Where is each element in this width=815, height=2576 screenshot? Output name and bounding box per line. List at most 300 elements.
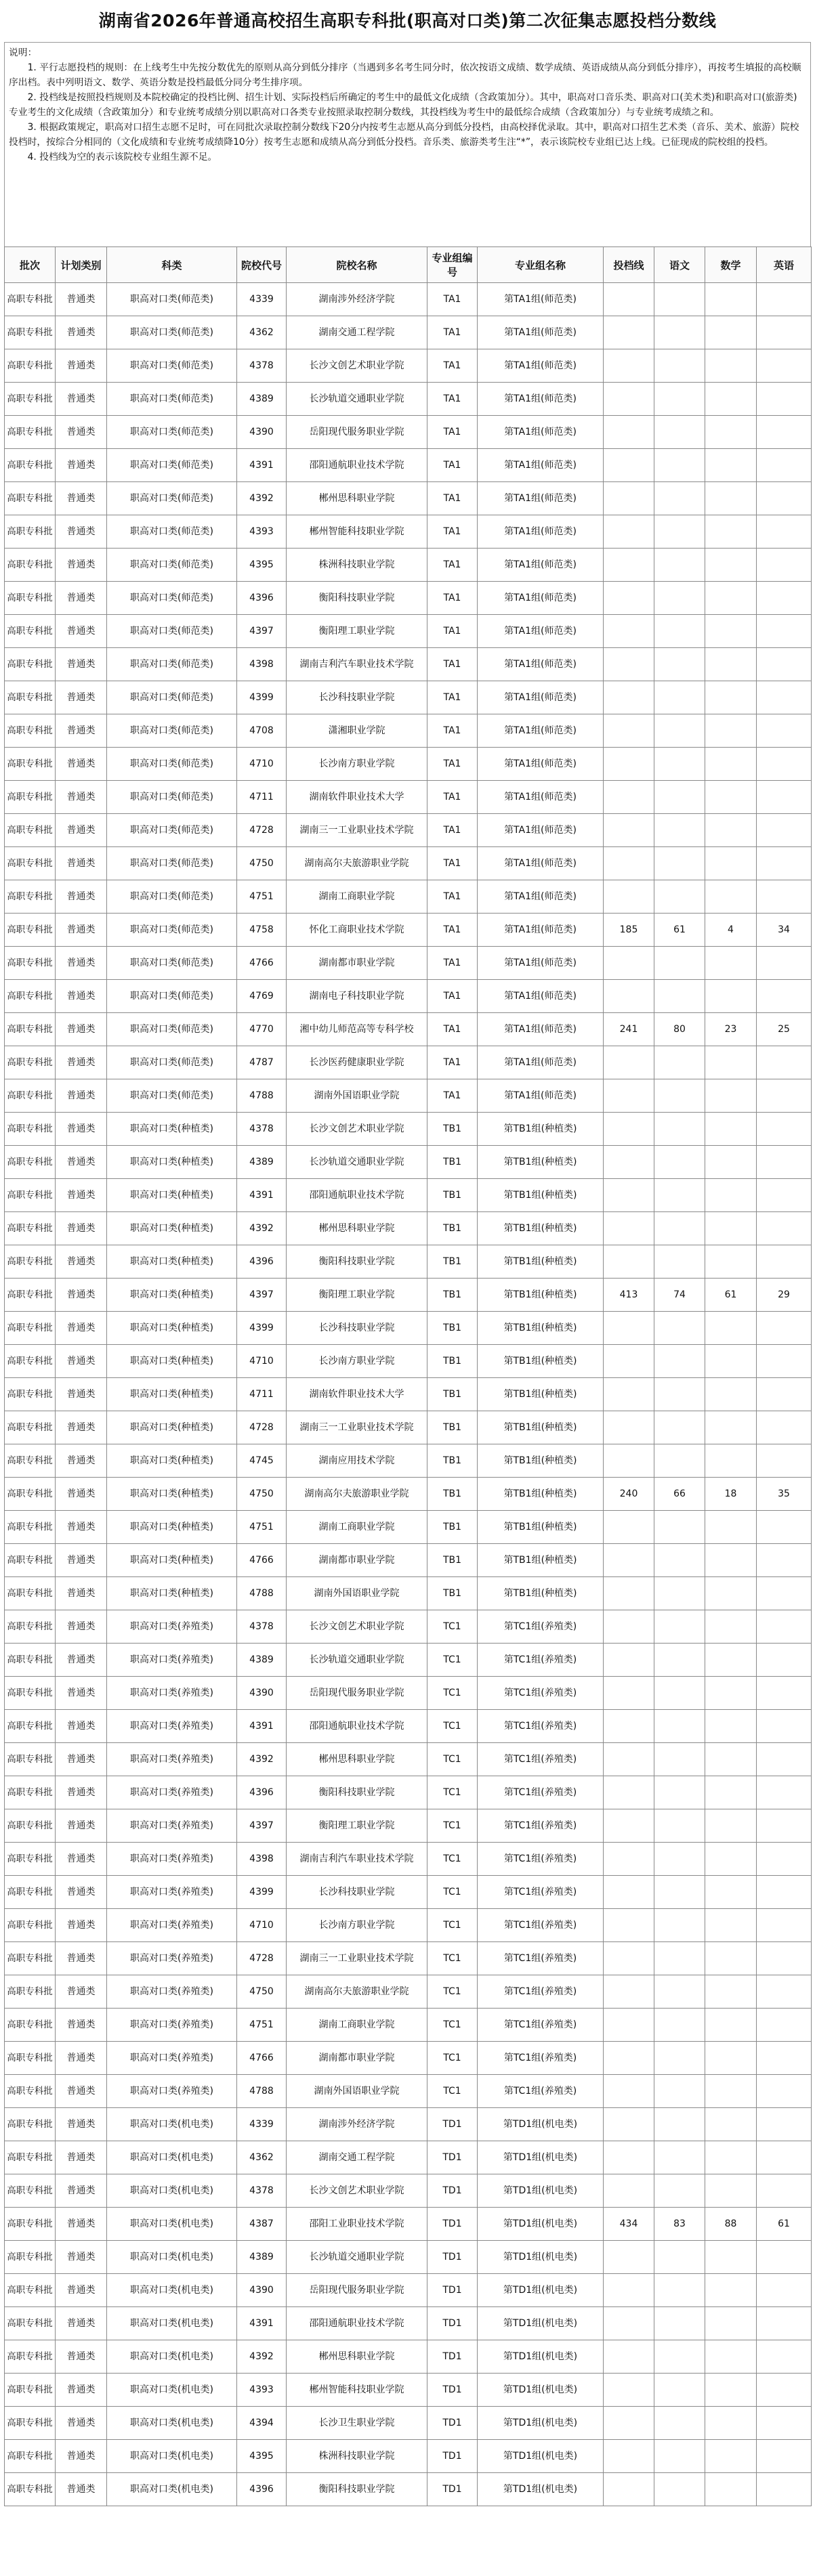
math-score-cell	[705, 1843, 757, 1876]
math-score-cell	[705, 1743, 757, 1776]
table-row	[5, 2141, 812, 2174]
batch-cell: 高职专科批	[5, 349, 56, 383]
plan-type-cell: 普通类	[56, 2141, 107, 2174]
math-score-cell	[705, 2274, 757, 2307]
table-header-row	[5, 247, 812, 283]
group-name-cell: 第TC1组(养殖类)	[478, 1776, 604, 1809]
batch-cell: 高职专科批	[5, 383, 56, 416]
chinese-score-cell: 74	[654, 1279, 705, 1312]
chinese-score-cell	[654, 714, 705, 748]
chinese-score-cell	[654, 1876, 705, 1909]
school-name-cell: 长沙南方职业学院	[287, 748, 427, 781]
math-score-cell	[705, 283, 757, 316]
math-score-cell	[705, 714, 757, 748]
group-name-cell: 第TA1组(师范类)	[478, 582, 604, 615]
plan-type-cell: 普通类	[56, 1511, 107, 1544]
plan-type-cell: 普通类	[56, 1079, 107, 1113]
school-code-cell: 4389	[237, 383, 287, 416]
table-row	[5, 283, 812, 316]
school-name-cell: 郴州思科职业学院	[287, 1743, 427, 1776]
plan-type-cell: 普通类	[56, 2340, 107, 2374]
group-name-cell: 第TB1组(种植类)	[478, 1146, 604, 1179]
math-score-cell	[705, 748, 757, 781]
cutoff-score-cell	[604, 615, 654, 648]
subject-cell: 职高对口类(师范类)	[107, 582, 237, 615]
subject-cell: 职高对口类(养殖类)	[107, 1610, 237, 1644]
group-code-cell: TD1	[427, 2241, 478, 2274]
chinese-score-cell: 66	[654, 1478, 705, 1511]
school-code-cell: 4389	[237, 1146, 287, 1179]
english-score-cell	[757, 2009, 812, 2042]
subject-cell: 职高对口类(师范类)	[107, 914, 237, 947]
school-code-cell: 4750	[237, 1975, 287, 2009]
table-row	[5, 1975, 812, 2009]
math-score-cell	[705, 847, 757, 880]
plan-type-cell: 普通类	[56, 515, 107, 549]
english-score-cell	[757, 847, 812, 880]
batch-cell: 高职专科批	[5, 980, 56, 1013]
table-row	[5, 914, 812, 947]
chinese-score-cell	[654, 383, 705, 416]
table-row	[5, 2174, 812, 2208]
math-score-cell: 18	[705, 1478, 757, 1511]
chinese-score-cell	[654, 1843, 705, 1876]
school-code-cell: 4339	[237, 283, 287, 316]
math-score-cell	[705, 1776, 757, 1809]
math-score-cell	[705, 1113, 757, 1146]
plan-type-cell: 普通类	[56, 781, 107, 814]
batch-cell: 高职专科批	[5, 847, 56, 880]
batch-cell: 高职专科批	[5, 2174, 56, 2208]
chinese-score-cell: 83	[654, 2208, 705, 2241]
group-name-cell: 第TA1组(师范类)	[478, 482, 604, 515]
school-name-cell: 湖南交通工程学院	[287, 316, 427, 349]
chinese-score-cell	[654, 947, 705, 980]
chinese-score-cell	[654, 2174, 705, 2208]
subject-cell: 职高对口类(机电类)	[107, 2274, 237, 2307]
group-code-cell: TA1	[427, 383, 478, 416]
school-name-cell: 湖南三一工业职业技术学院	[287, 1411, 427, 1444]
cutoff-score-cell	[604, 748, 654, 781]
plan-type-cell: 普通类	[56, 1975, 107, 2009]
subject-cell: 职高对口类(师范类)	[107, 1079, 237, 1113]
english-score-cell	[757, 1809, 812, 1843]
group-name-cell: 第TD1组(机电类)	[478, 2307, 604, 2340]
table-row	[5, 980, 812, 1013]
cutoff-score-cell	[604, 2340, 654, 2374]
batch-cell: 高职专科批	[5, 515, 56, 549]
cutoff-score-cell	[604, 1113, 654, 1146]
group-code-cell: TB1	[427, 1113, 478, 1146]
plan-type-cell: 普通类	[56, 2274, 107, 2307]
group-code-cell: TA1	[427, 748, 478, 781]
math-score-cell	[705, 1411, 757, 1444]
english-score-cell	[757, 748, 812, 781]
subject-cell: 职高对口类(种植类)	[107, 1444, 237, 1478]
batch-cell: 高职专科批	[5, 2108, 56, 2141]
subject-cell: 职高对口类(机电类)	[107, 2473, 237, 2506]
plan-type-cell: 普通类	[56, 947, 107, 980]
english-score-cell	[757, 2473, 812, 2506]
group-name-cell: 第TA1组(师范类)	[478, 681, 604, 714]
school-name-cell: 湘中幼儿师范高等专科学校	[287, 1013, 427, 1046]
school-code-cell: 4399	[237, 1876, 287, 1909]
chinese-score-cell	[654, 1113, 705, 1146]
batch-cell: 高职专科批	[5, 1013, 56, 1046]
subject-cell: 职高对口类(机电类)	[107, 2340, 237, 2374]
school-name-cell: 湖南高尔夫旅游职业学院	[287, 1478, 427, 1511]
batch-cell: 高职专科批	[5, 914, 56, 947]
school-name-cell: 湖南都市职业学院	[287, 2042, 427, 2075]
school-code-cell: 4396	[237, 1245, 287, 1279]
plan-type-cell: 普通类	[56, 1113, 107, 1146]
english-score-cell	[757, 449, 812, 482]
plan-type-cell: 普通类	[56, 283, 107, 316]
english-score-cell	[757, 1113, 812, 1146]
school-code-cell: 4711	[237, 781, 287, 814]
school-code-cell: 4751	[237, 880, 287, 914]
school-name-cell: 邵阳通航职业技术学院	[287, 1179, 427, 1212]
header-cell: 院校代号	[237, 247, 287, 283]
plan-type-cell: 普通类	[56, 1843, 107, 1876]
chinese-score-cell	[654, 781, 705, 814]
table-row	[5, 1079, 812, 1113]
chinese-score-cell	[654, 1577, 705, 1610]
cutoff-score-cell	[604, 2274, 654, 2307]
group-code-cell: TA1	[427, 349, 478, 383]
table-row	[5, 515, 812, 549]
chinese-score-cell	[654, 648, 705, 681]
group-code-cell: TA1	[427, 781, 478, 814]
english-score-cell	[757, 2141, 812, 2174]
table-row	[5, 1909, 812, 1942]
math-score-cell	[705, 2042, 757, 2075]
group-code-cell: TD1	[427, 2473, 478, 2506]
table-row	[5, 781, 812, 814]
subject-cell: 职高对口类(机电类)	[107, 2440, 237, 2473]
cutoff-score-cell	[604, 1610, 654, 1644]
batch-cell: 高职专科批	[5, 1146, 56, 1179]
cutoff-score-cell	[604, 1212, 654, 1245]
cutoff-score-cell	[604, 1644, 654, 1677]
chinese-score-cell	[654, 482, 705, 515]
english-score-cell	[757, 1743, 812, 1776]
header-cell: 科类	[107, 247, 237, 283]
english-score-cell	[757, 1312, 812, 1345]
cutoff-score-cell	[604, 1776, 654, 1809]
group-name-cell: 第TC1组(养殖类)	[478, 1909, 604, 1942]
math-score-cell	[705, 880, 757, 914]
school-name-cell: 湖南交通工程学院	[287, 2141, 427, 2174]
group-name-cell: 第TB1组(种植类)	[478, 1245, 604, 1279]
math-score-cell: 88	[705, 2208, 757, 2241]
group-code-cell: TA1	[427, 416, 478, 449]
english-score-cell	[757, 2407, 812, 2440]
group-name-cell: 第TA1组(师范类)	[478, 781, 604, 814]
math-score-cell	[705, 814, 757, 847]
cutoff-score-cell: 413	[604, 1279, 654, 1312]
cutoff-score-cell	[604, 2241, 654, 2274]
chinese-score-cell	[654, 2241, 705, 2274]
cutoff-score-cell	[604, 283, 654, 316]
table-row	[5, 2108, 812, 2141]
chinese-score-cell	[654, 1411, 705, 1444]
group-name-cell: 第TA1组(师范类)	[478, 1079, 604, 1113]
subject-cell: 职高对口类(种植类)	[107, 1378, 237, 1411]
batch-cell: 高职专科批	[5, 2274, 56, 2307]
plan-type-cell: 普通类	[56, 2473, 107, 2506]
math-score-cell	[705, 615, 757, 648]
group-name-cell: 第TA1组(师范类)	[478, 383, 604, 416]
group-name-cell: 第TA1组(师范类)	[478, 914, 604, 947]
group-code-cell: TB1	[427, 1378, 478, 1411]
chinese-score-cell: 61	[654, 914, 705, 947]
batch-cell: 高职专科批	[5, 1776, 56, 1809]
batch-cell: 高职专科批	[5, 582, 56, 615]
school-name-cell: 衡阳科技职业学院	[287, 1776, 427, 1809]
math-score-cell	[705, 2307, 757, 2340]
subject-cell: 职高对口类(种植类)	[107, 1179, 237, 1212]
plan-type-cell: 普通类	[56, 2042, 107, 2075]
batch-cell: 高职专科批	[5, 2307, 56, 2340]
plan-type-cell: 普通类	[56, 1710, 107, 1743]
batch-cell: 高职专科批	[5, 1411, 56, 1444]
chinese-score-cell	[654, 316, 705, 349]
school-code-cell: 4396	[237, 582, 287, 615]
plan-type-cell: 普通类	[56, 615, 107, 648]
school-name-cell: 邵阳通航职业技术学院	[287, 2307, 427, 2340]
english-score-cell	[757, 2440, 812, 2473]
subject-cell: 职高对口类(师范类)	[107, 980, 237, 1013]
group-code-cell: TD1	[427, 2208, 478, 2241]
english-score-cell	[757, 416, 812, 449]
chinese-score-cell	[654, 515, 705, 549]
school-name-cell: 衡阳科技职业学院	[287, 2473, 427, 2506]
group-name-cell: 第TC1组(养殖类)	[478, 2042, 604, 2075]
table-row	[5, 648, 812, 681]
table-row	[5, 1511, 812, 1544]
math-score-cell	[705, 1577, 757, 1610]
group-code-cell: TD1	[427, 2407, 478, 2440]
batch-cell: 高职专科批	[5, 1743, 56, 1776]
school-name-cell: 郴州思科职业学院	[287, 1212, 427, 1245]
plan-type-cell: 普通类	[56, 1146, 107, 1179]
table-row	[5, 1776, 812, 1809]
batch-cell: 高职专科批	[5, 2042, 56, 2075]
batch-cell: 高职专科批	[5, 2208, 56, 2241]
chinese-score-cell	[654, 615, 705, 648]
subject-cell: 职高对口类(师范类)	[107, 748, 237, 781]
school-name-cell: 湖南吉利汽车职业技术学院	[287, 648, 427, 681]
math-score-cell	[705, 2407, 757, 2440]
plan-type-cell: 普通类	[56, 582, 107, 615]
group-name-cell: 第TA1组(师范类)	[478, 349, 604, 383]
school-code-cell: 4750	[237, 1478, 287, 1511]
subject-cell: 职高对口类(种植类)	[107, 1544, 237, 1577]
plan-type-cell: 普通类	[56, 1179, 107, 1212]
cutoff-score-cell	[604, 1843, 654, 1876]
plan-type-cell: 普通类	[56, 1212, 107, 1245]
group-name-cell: 第TD1组(机电类)	[478, 2208, 604, 2241]
batch-cell: 高职专科批	[5, 1544, 56, 1577]
plan-type-cell: 普通类	[56, 1610, 107, 1644]
school-name-cell: 长沙文创艺术职业学院	[287, 2174, 427, 2208]
group-name-cell: 第TA1组(师范类)	[478, 1013, 604, 1046]
math-score-cell	[705, 781, 757, 814]
school-name-cell: 郴州智能科技职业学院	[287, 2374, 427, 2407]
batch-cell: 高职专科批	[5, 781, 56, 814]
chinese-score-cell	[654, 2075, 705, 2108]
school-name-cell: 株洲科技职业学院	[287, 549, 427, 582]
table-row	[5, 1478, 812, 1511]
school-name-cell: 湖南三一工业职业技术学院	[287, 814, 427, 847]
english-score-cell	[757, 781, 812, 814]
group-name-cell: 第TA1组(师范类)	[478, 648, 604, 681]
school-code-cell: 4710	[237, 1909, 287, 1942]
school-name-cell: 湖南工商职业学院	[287, 2009, 427, 2042]
group-name-cell: 第TD1组(机电类)	[478, 2440, 604, 2473]
math-score-cell	[705, 1345, 757, 1378]
subject-cell: 职高对口类(师范类)	[107, 283, 237, 316]
school-name-cell: 湖南涉外经济学院	[287, 2108, 427, 2141]
table-row	[5, 1809, 812, 1843]
note-item: 2. 投档线是按照投档规则及本院校确定的投档比例、招生计划、实际投档后所确定的考生中的最低文化成绩（含政策加分）。其中，职高对口音乐类、职高对口(美术类)和职高对口(旅游类)专业考生的文化成绩（含政策加分）和专业统考成绩分别以职高对口各类专业按照录取控制分数线，其投档线为考生中的最低综合成绩（含政策加分）与专业统考成绩之和。	[9, 92, 797, 118]
plan-type-cell: 普通类	[56, 2075, 107, 2108]
chinese-score-cell	[654, 1809, 705, 1843]
school-code-cell: 4390	[237, 416, 287, 449]
batch-cell: 高职专科批	[5, 482, 56, 515]
plan-type-cell: 普通类	[56, 316, 107, 349]
school-name-cell: 长沙科技职业学院	[287, 1876, 427, 1909]
header-cell: 投档线	[604, 247, 654, 283]
math-score-cell	[705, 2374, 757, 2407]
group-name-cell: 第TC1组(养殖类)	[478, 2075, 604, 2108]
batch-cell: 高职专科批	[5, 615, 56, 648]
group-code-cell: TD1	[427, 2307, 478, 2340]
cutoff-score-cell	[604, 1743, 654, 1776]
chinese-score-cell	[654, 2274, 705, 2307]
table-row	[5, 2009, 812, 2042]
school-name-cell: 衡阳科技职业学院	[287, 582, 427, 615]
plan-type-cell: 普通类	[56, 681, 107, 714]
english-score-cell: 25	[757, 1013, 812, 1046]
chinese-score-cell	[654, 2009, 705, 2042]
subject-cell: 职高对口类(机电类)	[107, 2374, 237, 2407]
table-row	[5, 615, 812, 648]
subject-cell: 职高对口类(师范类)	[107, 615, 237, 648]
batch-cell: 高职专科批	[5, 2241, 56, 2274]
english-score-cell	[757, 947, 812, 980]
english-score-cell	[757, 2307, 812, 2340]
plan-type-cell: 普通类	[56, 482, 107, 515]
math-score-cell	[705, 2241, 757, 2274]
subject-cell: 职高对口类(师范类)	[107, 681, 237, 714]
school-code-cell: 4751	[237, 2009, 287, 2042]
subject-cell: 职高对口类(师范类)	[107, 714, 237, 748]
cutoff-score-cell	[604, 2108, 654, 2141]
group-code-cell: TA1	[427, 1013, 478, 1046]
math-score-cell	[705, 1809, 757, 1843]
cutoff-score-cell	[604, 1876, 654, 1909]
english-score-cell	[757, 1345, 812, 1378]
group-name-cell: 第TA1组(师范类)	[478, 416, 604, 449]
group-code-cell: TD1	[427, 2340, 478, 2374]
cutoff-score-cell	[604, 1809, 654, 1843]
group-code-cell: TA1	[427, 549, 478, 582]
cutoff-score-cell	[604, 1179, 654, 1212]
school-code-cell: 4391	[237, 1710, 287, 1743]
table-row	[5, 1345, 812, 1378]
school-name-cell: 衡阳科技职业学院	[287, 1245, 427, 1279]
group-name-cell: 第TC1组(养殖类)	[478, 1677, 604, 1710]
cutoff-score-cell	[604, 2174, 654, 2208]
table-row	[5, 847, 812, 880]
school-code-cell: 4766	[237, 1544, 287, 1577]
batch-cell: 高职专科批	[5, 1245, 56, 1279]
school-name-cell: 长沙科技职业学院	[287, 1312, 427, 1345]
batch-cell: 高职专科批	[5, 1478, 56, 1511]
school-code-cell: 4745	[237, 1444, 287, 1478]
school-name-cell: 邵阳工业职业技术学院	[287, 2208, 427, 2241]
subject-cell: 职高对口类(种植类)	[107, 1312, 237, 1345]
table-row	[5, 1544, 812, 1577]
table-row	[5, 1013, 812, 1046]
cutoff-score-cell	[604, 648, 654, 681]
group-code-cell: TA1	[427, 283, 478, 316]
cutoff-score-cell	[604, 1046, 654, 1079]
batch-cell: 高职专科批	[5, 748, 56, 781]
group-code-cell: TA1	[427, 980, 478, 1013]
math-score-cell	[705, 2174, 757, 2208]
group-name-cell: 第TB1组(种植类)	[478, 1577, 604, 1610]
table-row	[5, 1046, 812, 1079]
math-score-cell	[705, 648, 757, 681]
school-code-cell: 4378	[237, 1610, 287, 1644]
table-row	[5, 449, 812, 482]
school-code-cell: 4398	[237, 648, 287, 681]
group-code-cell: TA1	[427, 582, 478, 615]
header-cell: 计划类别	[56, 247, 107, 283]
plan-type-cell: 普通类	[56, 914, 107, 947]
header-cell: 语文	[654, 247, 705, 283]
table-row	[5, 316, 812, 349]
math-score-cell	[705, 1146, 757, 1179]
school-name-cell: 湖南三一工业职业技术学院	[287, 1942, 427, 1975]
chinese-score-cell	[654, 1312, 705, 1345]
chinese-score-cell	[654, 1776, 705, 1809]
table-row	[5, 1942, 812, 1975]
school-code-cell: 4390	[237, 2274, 287, 2307]
cutoff-score-cell	[604, 2440, 654, 2473]
table-row	[5, 947, 812, 980]
group-name-cell: 第TA1组(师范类)	[478, 1046, 604, 1079]
subject-cell: 职高对口类(养殖类)	[107, 2075, 237, 2108]
math-score-cell	[705, 2340, 757, 2374]
group-name-cell: 第TA1组(师范类)	[478, 748, 604, 781]
table-row	[5, 748, 812, 781]
school-name-cell: 湖南外国语职业学院	[287, 1577, 427, 1610]
table-row	[5, 814, 812, 847]
header-cell: 批次	[5, 247, 56, 283]
group-code-cell: TC1	[427, 2042, 478, 2075]
math-score-cell	[705, 1212, 757, 1245]
english-score-cell: 29	[757, 1279, 812, 1312]
chinese-score-cell	[654, 2473, 705, 2506]
subject-cell: 职高对口类(机电类)	[107, 2407, 237, 2440]
subject-cell: 职高对口类(师范类)	[107, 449, 237, 482]
group-code-cell: TA1	[427, 648, 478, 681]
english-score-cell	[757, 1942, 812, 1975]
